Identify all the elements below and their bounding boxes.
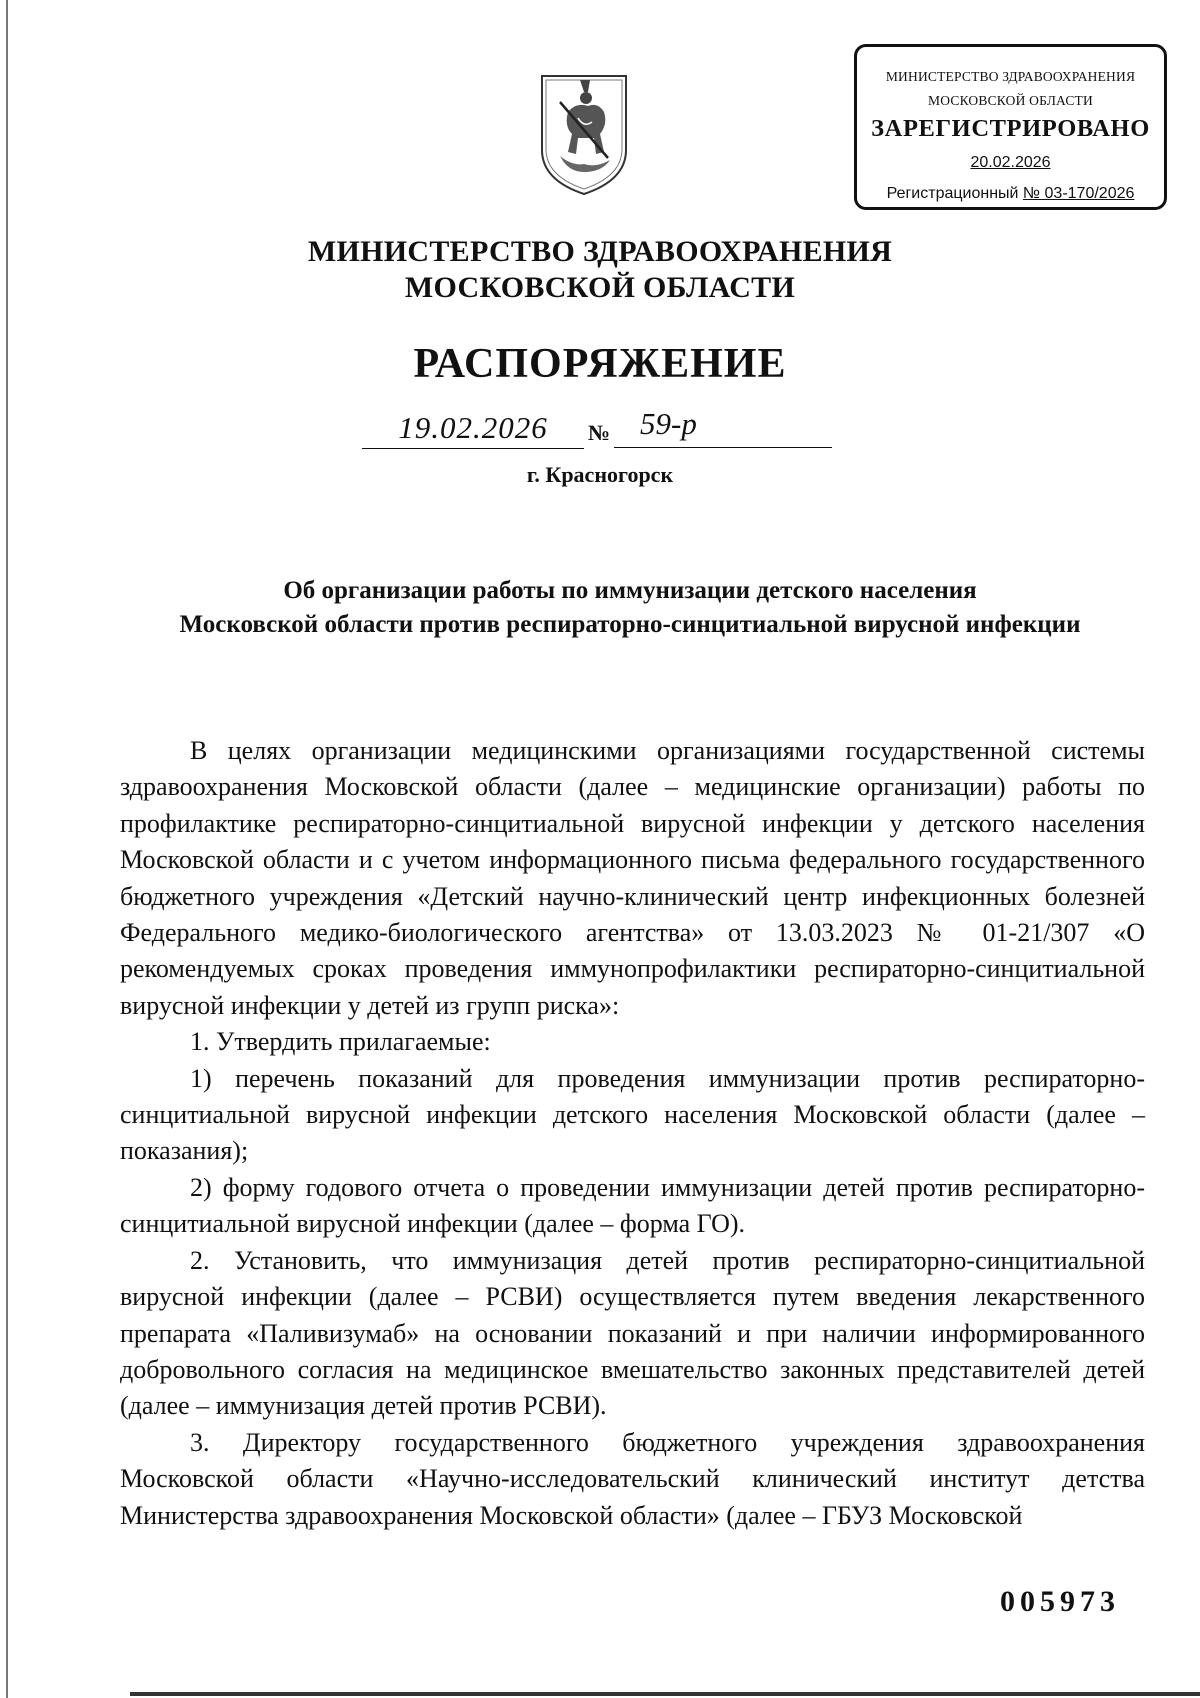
stamp-ministry-line1: МИНИСТЕРСТВО ЗДРАВООХРАНЕНИЯ: [885, 69, 1136, 84]
subject-line1: Об организации работы по иммунизации детского населения: [283, 577, 977, 604]
item-1-1: 1) перечень показаний для проведения иммунизации против респираторно-синцитиальной вирусной инфекции детского населения Московской области (далее – показания);: [120, 1063, 1145, 1166]
ministry-title-line2: МОСКОВСКОЙ ОБЛАСТИ: [404, 271, 796, 304]
subject-line2: Московской области против респираторно-синцитиальной вирусной инфекции: [179, 611, 1081, 638]
ministry-title-line1: МИНИСТЕРСТВО ЗДРАВООХРАНЕНИЯ: [307, 235, 893, 268]
stamp-date: 20.02.2026: [970, 154, 1051, 171]
item-1: 1. Утвердить прилагаемые:: [190, 1027, 491, 1057]
item-1-2: 2) форму годового отчета о проведении иммунизации детей против респираторно-синцитиальной вирусной инфекции (далее – форма ГО).: [120, 1172, 1145, 1239]
document-body: [120, 733, 1145, 1534]
ministry-title: [0, 234, 1200, 306]
moscow-oblast-coat-of-arms-icon: [538, 72, 630, 198]
document-type: РАСПОРЯЖЕНИЕ: [413, 341, 787, 387]
preamble-paragraph: В целях организации медицинскими организациями государственной системы здравоохранения Московской области (далее – медицинские организации) работы по профилактике респираторно-синцитиальной вирусной инфекции у детского населения Московской области и с учетом информационного письма федерального государственного бюджетного учреждения «Детский научно-клинический центр инфекционных болезней Федерального медико-биологического агентства» от 13.03.2023 № 01-21/307 «О рекомендуемых сроках проведения иммунопрофилактики респираторно-синцитиальной вирусной инфекции у детей из групп риска»:: [120, 736, 1145, 1020]
registration-stamp: [854, 44, 1167, 210]
item-2: 2. Установить, что иммунизация детей против респираторно-синцитиальной вирусной инфекции (далее – РСВИ) осуществляется путем введения лекарственного препарата «Паливизумаб» на основании показаний и при наличии информированного добровольного согласия на медицинское вмешательство законных представителей детей (далее – иммунизация детей против РСВИ).: [120, 1245, 1145, 1421]
stamp-status: ЗАРЕГИСТРИРОВАНО: [871, 115, 1150, 142]
item-3: 3. Директору государственного бюджетного учреждения здравоохранения Московской области «Научно-исследовательский клинический институт детства Министерства здравоохранения Московской области» (далее – ГБУЗ Московской: [120, 1427, 1145, 1530]
stamp-number-value: № 03-170/2026: [1022, 185, 1135, 202]
handwritten-number: 59-р: [614, 404, 832, 448]
stamp-number-label: Регистрационный: [886, 185, 1019, 202]
form-serial-number: 005973: [1000, 1585, 1120, 1618]
stamp-ministry: [857, 65, 1164, 113]
stamp-ministry-line2: МОСКОВСКОЙ ОБЛАСТИ: [928, 93, 1093, 108]
handwritten-date: 19.02.2026: [362, 404, 584, 449]
document-subject: [110, 574, 1150, 642]
number-sign: №: [588, 420, 611, 445]
date-number-row: [362, 404, 832, 452]
stamp-registration-number: [857, 185, 1164, 203]
scan-bottom-line: [130, 1692, 1200, 1696]
city: г. Красногорск: [526, 462, 674, 487]
